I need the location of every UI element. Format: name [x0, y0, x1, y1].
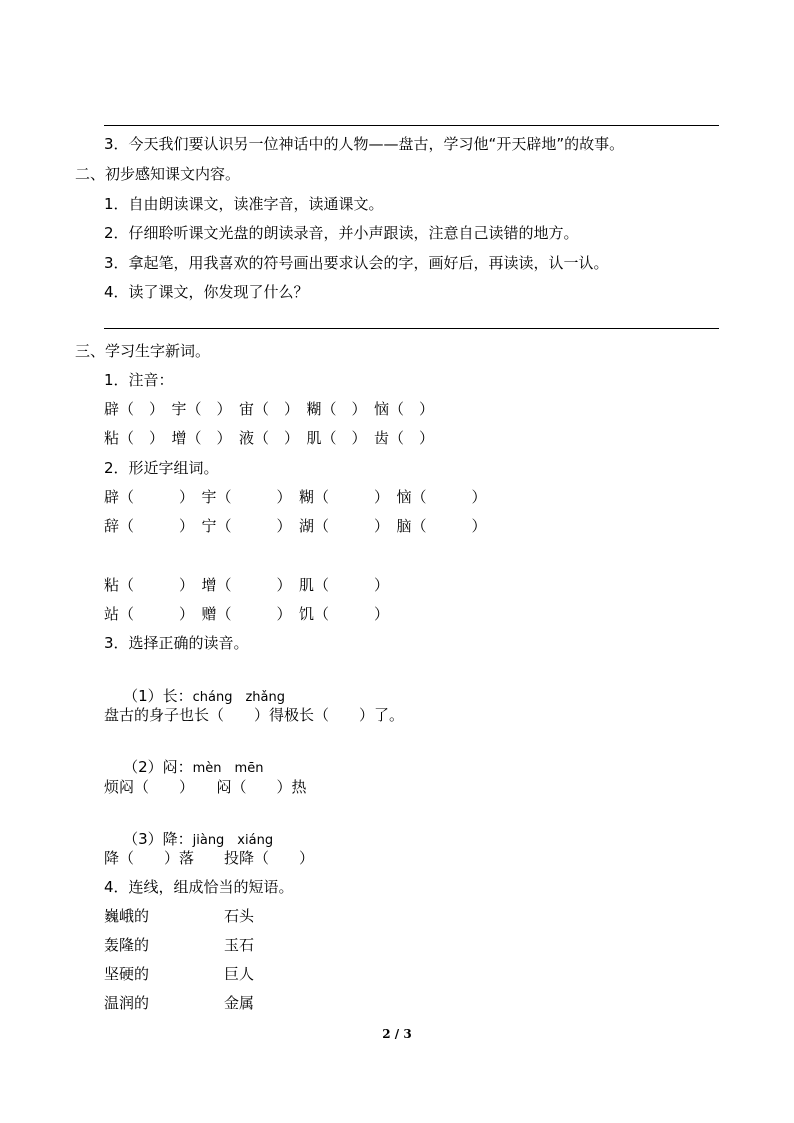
q3-part-1-sentence: 盘古的身子也长（ ）得极长（ ）了。 [104, 706, 405, 724]
q2-row-3: 粘（ ） 增（ ） 肌（ ） [104, 576, 390, 594]
q3-part-3-sentence: 降（ ）落 投降（ ） [104, 849, 315, 867]
q3-title: 3．选择正确的读音。 [104, 634, 249, 652]
q1-title: 1．注音： [104, 371, 174, 389]
section-3-title: 三、学习生字新词。 [75, 342, 211, 360]
s2-item-1: 1．自由朗读课文，读准字音，读通课文。 [104, 195, 384, 213]
q3-part-1-label: （1）长： [123, 687, 193, 705]
match-left-item: 巍峨的 [104, 907, 150, 925]
q3-part-3-options: jiàng xiáng [192, 833, 274, 848]
match-right-item: 金属 [224, 994, 255, 1012]
q3-part-2-label: （2）闷： [123, 758, 193, 776]
s1-item-3: 3．今天我们要认识另一位神话中的人物——盘古，学习他“开天辟地”的故事。 [104, 135, 625, 153]
q2-row-2: 辞（ ） 宁（ ） 湖（ ） 脑（ ） [104, 517, 487, 535]
section-2-title: 二、初步感知课文内容。 [75, 165, 241, 183]
q2-row-1: 辟（ ） 宇（ ） 糊（ ） 恼（ ） [104, 488, 487, 506]
match-left-item: 坚硬的 [104, 965, 150, 983]
q4-title: 4．连线，组成恰当的短语。 [104, 878, 294, 896]
q1-row-2: 粘（ ） 增（ ） 液（ ） 肌（ ） 齿（ ） [104, 429, 435, 447]
q1-row-1: 辟（ ） 宇（ ） 宙（ ） 糊（ ） 恼（ ） [104, 400, 435, 418]
match-right-item: 玉石 [224, 936, 255, 954]
q3-part-2-options: mèn mēn [192, 761, 264, 776]
q2-row-4: 站（ ） 赠（ ） 饥（ ） [104, 605, 390, 623]
s2-item-4: 4．读了课文，你发现了什么？ [104, 283, 309, 301]
match-right-item: 巨人 [224, 965, 255, 983]
match-left-item: 温润的 [104, 994, 150, 1012]
divider-line [104, 328, 719, 329]
q2-title: 2．形近字组词。 [104, 459, 219, 477]
q3-part-3-label: （3）降： [123, 830, 193, 848]
q3-part-2-sentence: 烦闷（ ） 闷（ ）热 [104, 778, 307, 796]
s2-item-3: 3．拿起笔，用我喜欢的符号画出要求认会的字，画好后，再读读，认一认。 [104, 254, 609, 272]
s2-item-2: 2．仔细聆听课文光盘的朗读录音，并小声跟读，注意自己读错的地方。 [104, 224, 579, 242]
q3-part-1-options: cháng zhǎng [192, 690, 285, 705]
divider-line [104, 125, 719, 126]
page-number: 2 / 3 [382, 1027, 412, 1041]
match-right-item: 石头 [224, 907, 255, 925]
match-left-item: 轰隆的 [104, 936, 150, 954]
